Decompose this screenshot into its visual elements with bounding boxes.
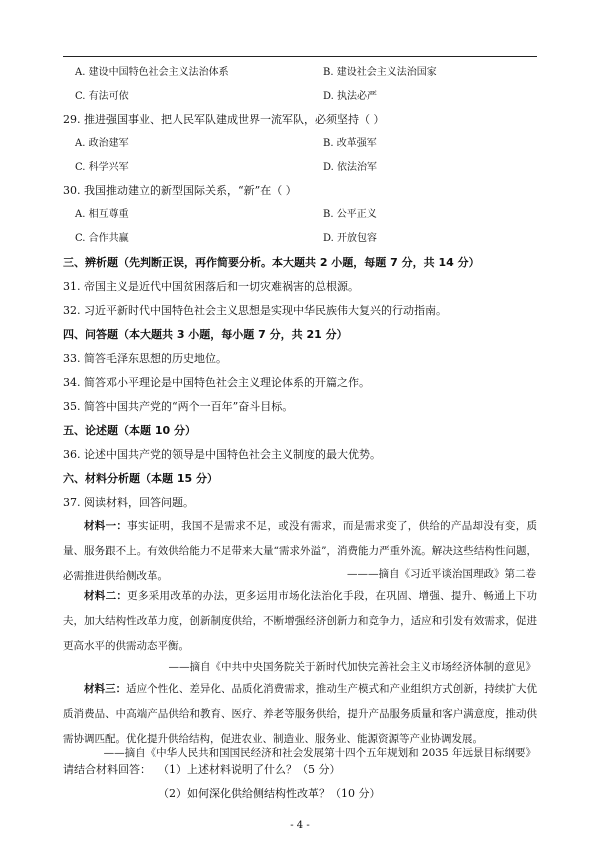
- section3-heading: 三、辨析题（先判断正误，再作简要分析。本大题共 2 小题，每题 7 分，共 14 分）: [63, 256, 480, 269]
- q37: 37. 阅读材料，回答问题。: [63, 496, 194, 509]
- material-2: [63, 584, 537, 659]
- q30-stem: 30. 我国推动建立的新型国际关系，“新”在（ ）: [63, 184, 297, 197]
- material-3: [63, 677, 537, 752]
- q28-option-b: B. 建设社会主义法治国家: [323, 67, 437, 78]
- section5-heading: 五、论述题（本题 10 分）: [63, 424, 196, 437]
- q29-option-b: B. 改革强军: [323, 138, 377, 149]
- section6-heading: 六、材料分析题（本题 15 分）: [63, 472, 218, 485]
- sub-question-2: （2）如何深化供给侧结构性改革？（10 分）: [158, 787, 381, 800]
- q29-option-c: C. 科学兴军: [75, 162, 129, 173]
- q30-option-b: B. 公平正义: [323, 209, 377, 220]
- page-number: - 4 -: [290, 820, 310, 831]
- material-3-source: ——摘自《中华人民共和国国民经济和社会发展第十四个五年规划和 2035 年远景目标纲要》: [103, 747, 536, 759]
- q30-option-c: C. 合作共赢: [75, 233, 129, 244]
- q34: 34. 简答邓小平理论是中国特色社会主义理论体系的开篇之作。: [63, 376, 370, 389]
- q29-option-a: A. 政治建军: [75, 138, 129, 149]
- q30-option-d: D. 开放包容: [323, 233, 378, 244]
- sub-question-1: （1）上述材料说明了什么？（5 分）: [158, 763, 341, 776]
- material-1-text: 事实证明，我国不是需求不足，或没有需求，而是需求变了，供给的产品却没有变，质量、服务跟不上。有效供给能力不足带来大量“需求外溢”，消费能力严重外流。解决这些结构性问题，必需推进供给侧改革。: [63, 520, 537, 582]
- material-1-source: ———摘自《习近平谈治国理政》第二卷: [347, 568, 536, 580]
- q28-option-d: D. 执法必严: [323, 91, 378, 102]
- q28-option-a: A. 建设中国特色社会主义法治体系: [75, 67, 229, 78]
- q30-option-a: A. 相互尊重: [75, 209, 129, 220]
- section4-heading: 四、问答题（本大题共 3 小题，每小题 7 分，共 21 分）: [63, 328, 348, 341]
- q28-option-c: C. 有法可依: [75, 91, 129, 102]
- header-rule: [63, 56, 537, 57]
- answer-prompt: 请结合材料回答：: [63, 763, 151, 776]
- material-2-source: ——摘自《中共中央国务院关于新时代加快完善社会主义市场经济体制的意见》: [168, 661, 536, 673]
- material-2-label: 材料二：: [84, 590, 128, 602]
- q35: 35. 简答中国共产党的“两个一百年”奋斗目标。: [63, 400, 294, 413]
- q29-stem: 29. 推进强国事业、把人民军队建成世界一流军队，必须坚持（ ）: [63, 113, 385, 126]
- q36: 36. 论述中国共产党的领导是中国特色社会主义制度的最大优势。: [63, 448, 381, 461]
- material-1-label: 材料一：: [84, 520, 128, 532]
- q32: 32. 习近平新时代中国特色社会主义思想是实现中华民族伟大复兴的行动指南。: [63, 304, 447, 317]
- q33: 33. 简答毛泽东思想的历史地位。: [63, 352, 227, 365]
- material-2-text: 更多采用改革的办法，更多运用市场化法治化手段，在巩固、增强、提升、畅通上下功夫，加大结构性改革力度，创新制度供给，不断增强经济创新力和竞争力，适应和引发有效需求，促进更高水平的供需动态平衡。: [63, 590, 537, 652]
- material-3-label: 材料三：: [84, 683, 127, 695]
- q29-option-d: D. 依法治军: [323, 162, 378, 173]
- material-3-text: 适应个性化、差异化、品质化消费需求，推动生产模式和产业组织方式创新，持续扩大优质消费品、中高端产品供给和教育、医疗、养老等服务供给，提升产品服务质量和客户满意度，推动供需协调匹配。优化提升供给结构，促进农业、制造业、服务业、能源资源等产业协调发展。: [63, 683, 538, 745]
- q31: 31. 帝国主义是近代中国贫困落后和一切灾难祸害的总根源。: [63, 280, 359, 293]
